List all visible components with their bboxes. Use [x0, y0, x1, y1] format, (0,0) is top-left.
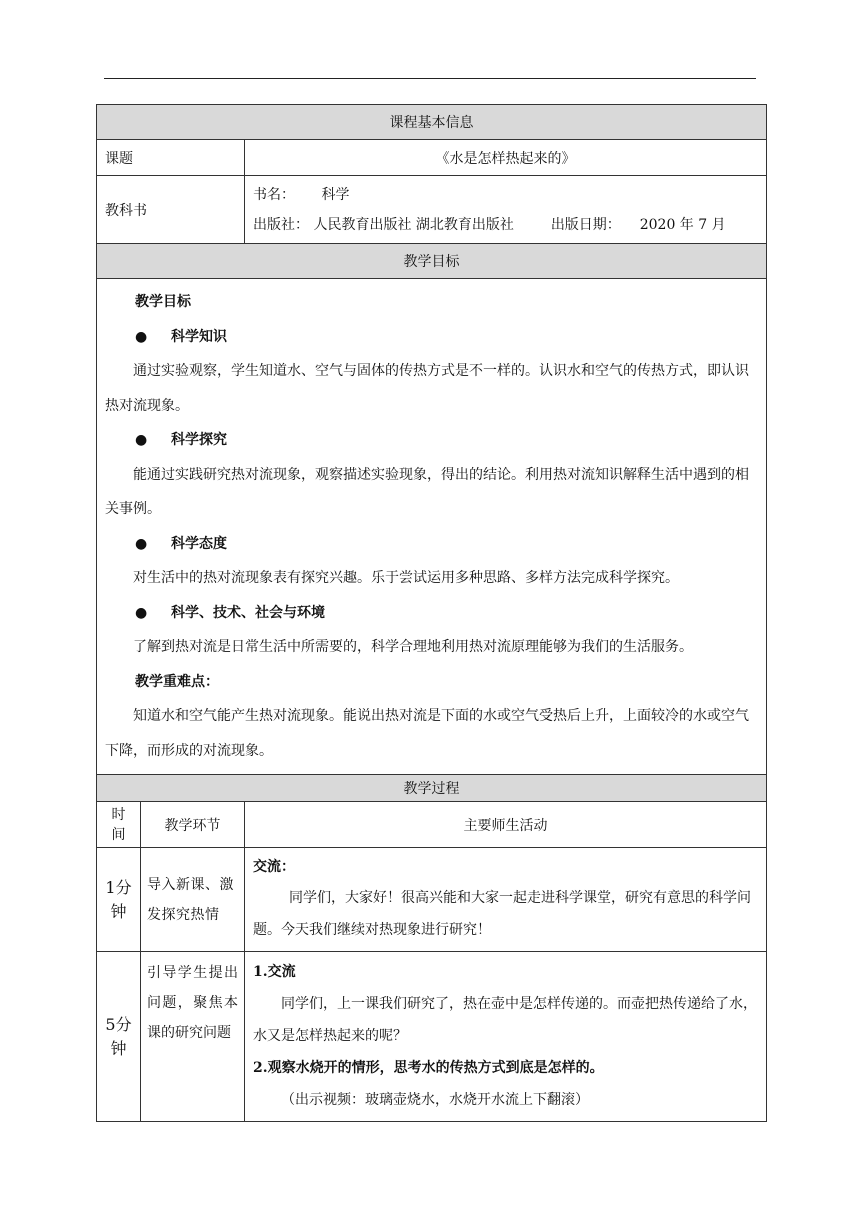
- key-points-title: 教学重难点：: [135, 673, 219, 690]
- basic-info-header-row: [97, 105, 767, 140]
- textbook-label: 教科书: [97, 176, 245, 244]
- bullet-icon: ●: [135, 328, 148, 345]
- process-activity: [245, 848, 767, 952]
- process-time: 5分钟: [97, 952, 141, 1122]
- goal-heading: ● 科学知识: [105, 320, 758, 355]
- goal-text: 对生活中的热对流现象表有探究兴趣。乐于尝试运用多种思路、多样方法完成科学探究。: [133, 570, 679, 586]
- goal-heading: ● 科学探究: [105, 423, 758, 458]
- topic-value: 《水是怎样热起来的》: [245, 140, 767, 176]
- process-activity: [245, 952, 767, 1122]
- process-header-row: [97, 775, 767, 802]
- process-columns-row: [97, 802, 767, 848]
- topic-row: [97, 140, 767, 176]
- publisher-label: 出版社：: [253, 216, 309, 233]
- goals-row: [97, 279, 767, 775]
- goals-title: 教学目标: [135, 294, 191, 310]
- goals-header-row: [97, 244, 767, 279]
- col-stage-header: 教学环节: [141, 802, 245, 848]
- activity-note: （出示视频：玻璃壶烧水，水烧开水流上下翻滚）: [281, 1092, 589, 1108]
- goal-heading: ● 科学、技术、社会与环境: [105, 596, 758, 631]
- activity-title: 2.观察水烧开的情形，思考水的传热方式到底是怎样的。: [253, 1060, 604, 1076]
- book-name-value: 科学: [321, 186, 350, 203]
- publisher-value: 人民教育出版社 湖北教育出版社: [313, 216, 514, 233]
- activity-title: 1.交流: [253, 964, 296, 980]
- bullet-icon: ●: [135, 604, 148, 621]
- goal-text: 能通过实践研究热对流现象，观察描述实验现象，得出的结论。利用热对流知识解释生活中遇到的相关事例。: [105, 466, 749, 517]
- book-name-line: [253, 180, 758, 210]
- col-activity-header: 主要师生活动: [245, 802, 767, 848]
- activity-text: 同学们，大家好！很高兴能和大家一起走进科学课堂，研究有意思的科学问题。今天我们继续对热现象进行研究！: [253, 890, 751, 938]
- process-time: 1分钟: [97, 848, 141, 952]
- date-value: 2020 年 7 月: [639, 216, 726, 233]
- date-label: 出版日期：: [550, 216, 621, 233]
- key-points-text: 知道水和空气能产生热对流现象。能说出热对流是下面的水或空气受热后上升，上面较冷的水或空气下降，而形成的对流现象。: [105, 708, 749, 759]
- process-row: [97, 848, 767, 952]
- goal-heading: ● 科学态度: [105, 527, 758, 562]
- goals-header: 教学目标: [97, 244, 767, 279]
- activity-text: 同学们，上一课我们研究了，热在壶中是怎样传递的。而壶把热传递给了水，水又是怎样热起来的呢？: [253, 996, 757, 1044]
- book-name-label: 书名：: [253, 186, 295, 203]
- bullet-icon: ●: [135, 535, 148, 552]
- goals-content: [97, 279, 767, 775]
- col-time-header: 时间: [97, 802, 141, 848]
- topic-label: 课题: [97, 140, 245, 176]
- process-header: 教学过程: [97, 775, 767, 802]
- bullet-icon: ●: [135, 432, 148, 448]
- textbook-info: [245, 176, 767, 244]
- activity-title: 交流：: [253, 859, 295, 875]
- goal-text: 了解到热对流是日常生活中所需要的，科学合理地利用热对流原理能够为我们的生活服务。: [133, 639, 693, 655]
- process-stage: 引导学生提出问题，聚焦本课的研究问题: [141, 952, 245, 1122]
- process-stage: 导入新课、激发探究热情: [141, 848, 245, 952]
- goal-text: 通过实验观察，学生知道水、空气与固体的传热方式是不一样的。认识水和空气的传热方式，即认识热对流现象。: [105, 363, 749, 414]
- publisher-line: [253, 210, 758, 240]
- textbook-row: [97, 176, 767, 244]
- header-rule: [104, 78, 756, 79]
- basic-info-header: 课程基本信息: [97, 105, 767, 140]
- lesson-plan-table: [96, 104, 767, 1122]
- process-row: [97, 952, 767, 1122]
